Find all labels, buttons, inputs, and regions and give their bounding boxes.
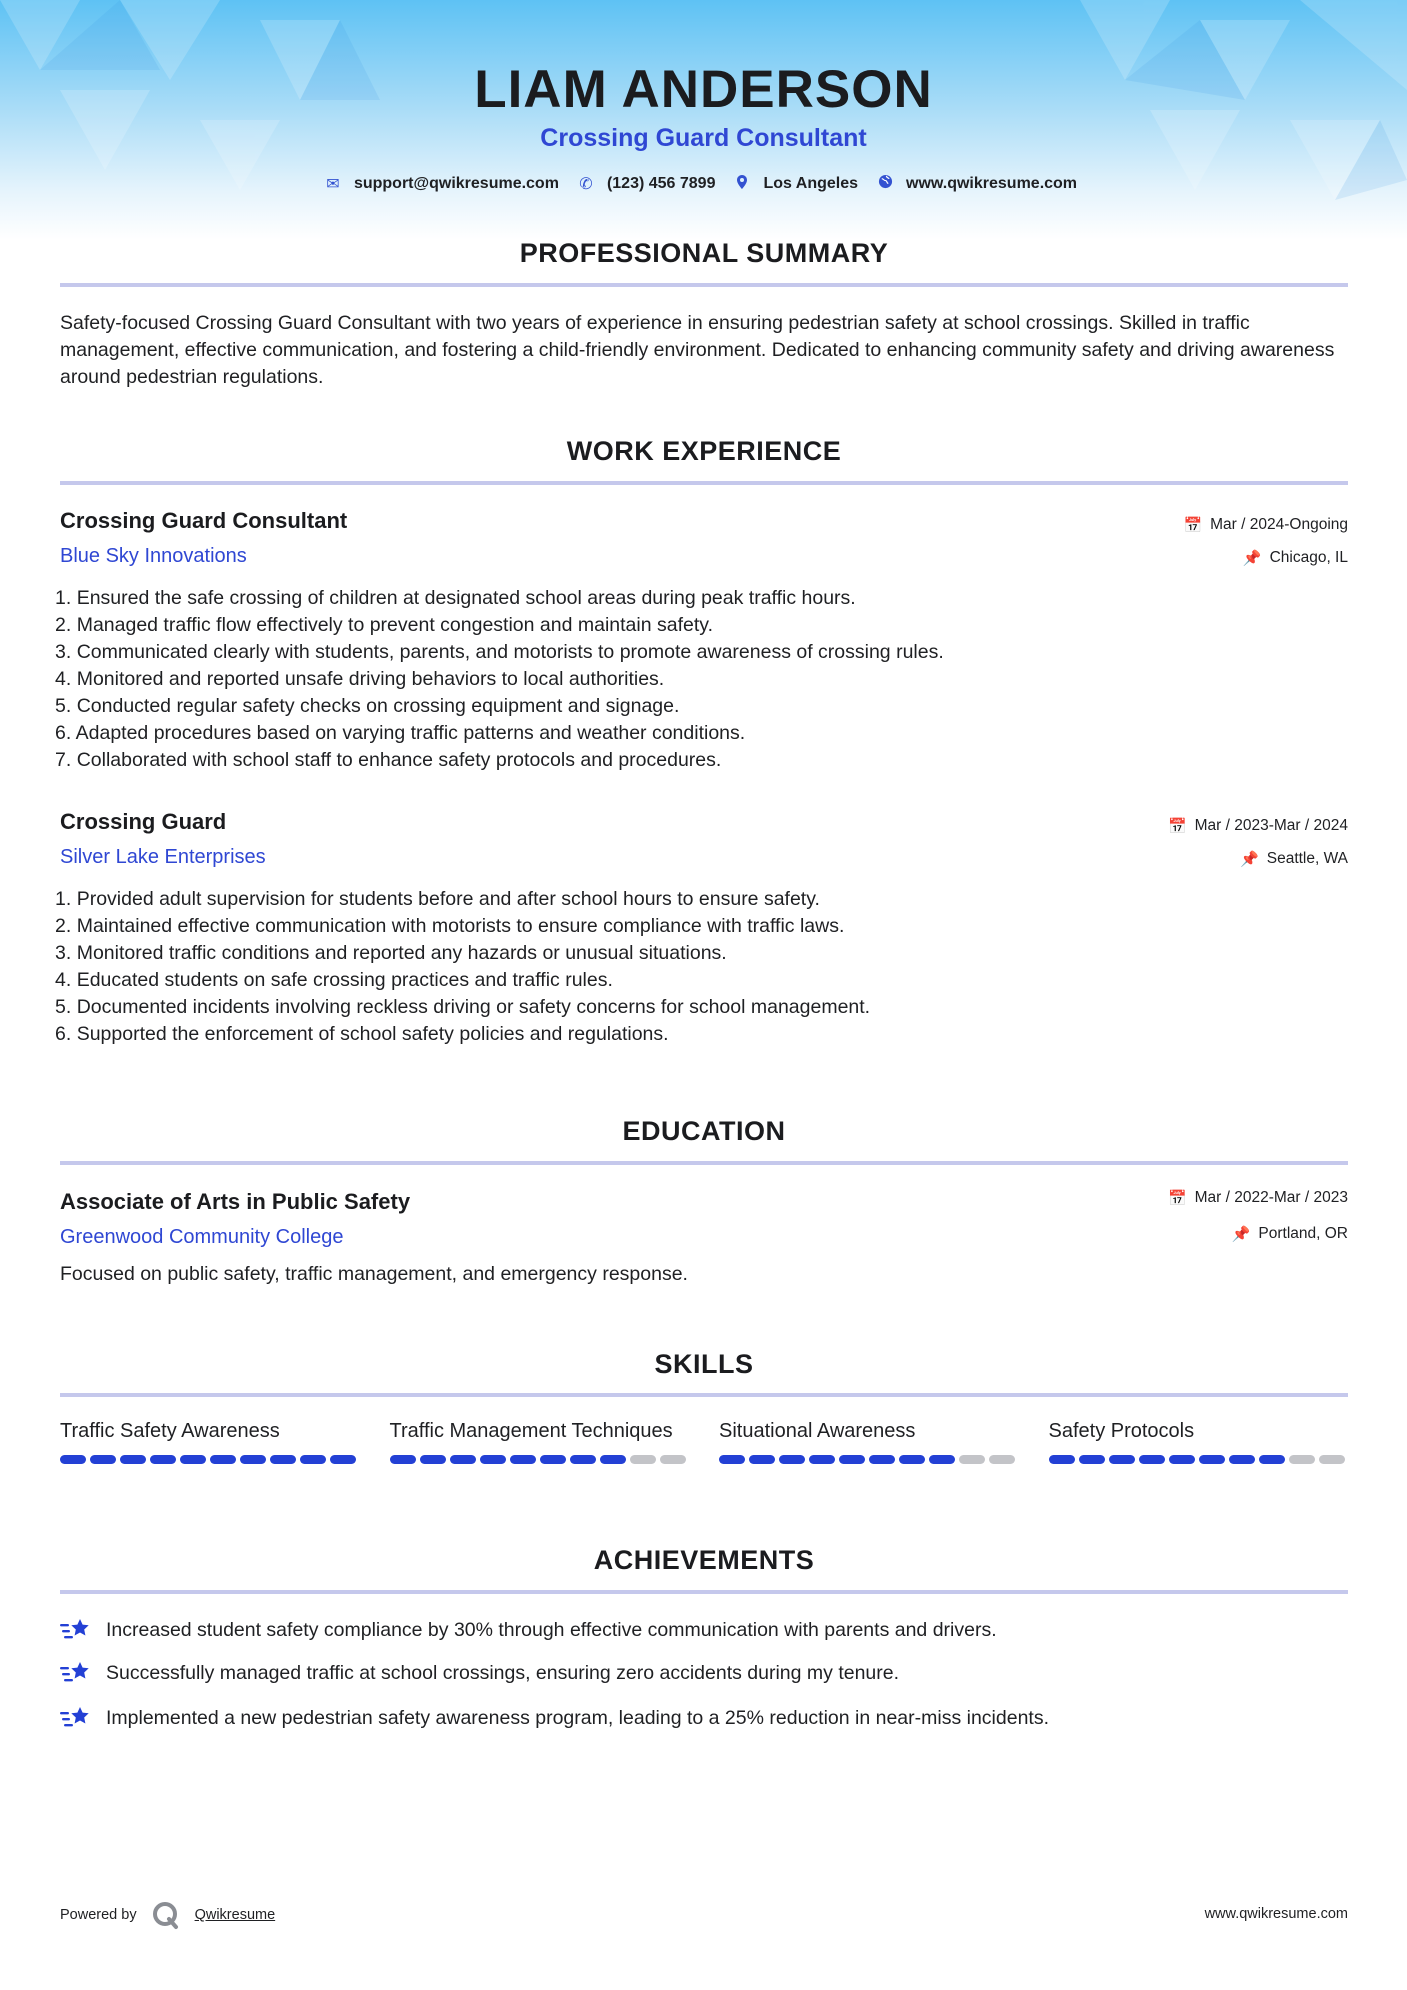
skill-segment-filled: [90, 1455, 116, 1464]
calendar-icon: 📅: [1167, 818, 1187, 835]
job-location-text: Chicago, IL: [1269, 549, 1348, 566]
job-location: [1243, 549, 1348, 567]
skill-segment-empty: [630, 1455, 656, 1464]
resume-header: [0, 58, 1407, 194]
skill-item: [390, 1418, 690, 1464]
job-dates: [1183, 516, 1348, 534]
contact-email-text: support@qwikresume.com: [353, 175, 559, 192]
job-company: Blue Sky Innovations: [60, 545, 247, 567]
skill-segment-filled: [480, 1455, 506, 1464]
job-title: Crossing Guard Consultant: [60, 508, 348, 533]
qwikresume-link[interactable]: Qwikresume: [194, 1907, 276, 1923]
list-item: Communicated clearly with students, parents, and motorists to promote awareness of crossing rules.: [76, 641, 944, 663]
experience-heading: WORK EXPERIENCE: [566, 436, 842, 466]
skill-item: [60, 1418, 360, 1464]
list-item: Conducted regular safety checks on crossing equipment and signage.: [76, 695, 680, 717]
list-item: Ensured the safe crossing of children at designated school areas during peak traffic hours.: [76, 587, 856, 609]
achievements-divider: [60, 1590, 1348, 1594]
skill-segment-empty: [1289, 1455, 1315, 1464]
calendar-icon: 📅: [1167, 1190, 1187, 1207]
job-company: Silver Lake Enterprises: [60, 846, 266, 868]
skill-segment-filled: [1229, 1455, 1255, 1464]
job-bullets: [55, 886, 1348, 1048]
skills-divider: [60, 1393, 1348, 1397]
footer-website[interactable]: www.qwikresume.com: [1204, 1906, 1348, 1922]
skill-segment-filled: [240, 1455, 266, 1464]
skill-segment-filled: [420, 1455, 446, 1464]
achievement-text: Implemented a new pedestrian safety awareness program, leading to a 25% reduction in near-miss incidents.: [106, 1706, 1050, 1729]
contact-website-text: www.qwikresume.com: [906, 175, 1078, 192]
skill-segment-filled: [809, 1455, 835, 1464]
skills-heading: SKILLS: [654, 1349, 754, 1379]
education-dates: [1168, 1189, 1348, 1207]
skill-segment-filled: [540, 1455, 566, 1464]
skill-segment-filled: [150, 1455, 176, 1464]
contact-location-text: Los Angeles: [763, 175, 859, 192]
achievement-item: [60, 1659, 899, 1687]
skill-segment-filled: [300, 1455, 326, 1464]
skills-grid: [60, 1418, 1348, 1464]
contact-website[interactable]: [876, 174, 1077, 194]
skill-name: Safety Protocols: [1048, 1420, 1195, 1442]
education-heading: EDUCATION: [622, 1116, 786, 1146]
skill-segment-filled: [600, 1455, 626, 1464]
skill-segment-filled: [120, 1455, 146, 1464]
skill-segment-filled: [1199, 1455, 1225, 1464]
shooting-star-icon: [60, 1616, 92, 1644]
education-location-text: Portland, OR: [1258, 1225, 1348, 1242]
skill-rating-bar: [719, 1455, 1019, 1464]
job-location-text: Seattle, WA: [1266, 850, 1348, 867]
skill-name: Traffic Safety Awareness: [60, 1420, 280, 1442]
calendar-icon: 📅: [1183, 517, 1203, 534]
education-description: Focused on public safety, traffic management, and emergency response.: [60, 1263, 688, 1285]
job-dates-text: Mar / 2024-Ongoing: [1210, 516, 1348, 533]
skill-segment-filled: [60, 1455, 86, 1464]
contact-phone-text: (123) 456 7899: [606, 175, 716, 192]
candidate-role: Crossing Guard Consultant: [540, 124, 867, 152]
skill-name: Traffic Management Techniques: [389, 1420, 673, 1442]
job-bullets: [55, 585, 1348, 774]
summary-heading: PROFESSIONAL SUMMARY: [519, 238, 889, 268]
skill-segment-filled: [1169, 1455, 1195, 1464]
skill-segment-filled: [839, 1455, 865, 1464]
list-item: Managed traffic flow effectively to prevent congestion and maintain safety.: [76, 614, 713, 636]
achievement-text: Increased student safety compliance by 30% through effective communication with parents and drivers.: [106, 1618, 997, 1641]
skill-segment-filled: [1049, 1455, 1075, 1464]
shooting-star-icon: [60, 1659, 92, 1687]
skill-rating-bar: [1049, 1455, 1349, 1464]
skill-rating-bar: [390, 1455, 690, 1464]
powered-by-label: Powered by: [60, 1907, 137, 1923]
contact-phone[interactable]: [577, 174, 716, 194]
education-divider: [60, 1161, 1348, 1165]
contact-email[interactable]: [324, 174, 559, 194]
school-name: Greenwood Community College: [60, 1226, 344, 1248]
pushpin-icon: 📌: [1231, 1226, 1251, 1243]
skill-segment-filled: [1139, 1455, 1165, 1464]
shooting-star-icon: [60, 1704, 92, 1732]
map-pin-icon: [733, 175, 751, 194]
skill-segment-filled: [929, 1455, 955, 1464]
job-dates-text: Mar / 2023-Mar / 2024: [1194, 817, 1348, 834]
globe-icon: [876, 174, 894, 194]
job-dates: [1168, 817, 1348, 835]
experience-divider: [60, 481, 1348, 485]
list-item: Monitored traffic conditions and reported any hazards or unusual situations.: [76, 942, 727, 964]
skill-segment-filled: [270, 1455, 296, 1464]
skill-segment-filled: [390, 1455, 416, 1464]
skill-segment-filled: [779, 1455, 805, 1464]
skill-segment-filled: [719, 1455, 745, 1464]
contact-bar: [0, 174, 1407, 194]
achievement-text: Successfully managed traffic at school crossings, ensuring zero accidents during my tenure.: [106, 1661, 900, 1684]
skill-segment-filled: [510, 1455, 536, 1464]
phone-icon: ✆: [579, 176, 593, 193]
achievements-heading: ACHIEVEMENTS: [593, 1545, 815, 1575]
skill-segment-filled: [749, 1455, 775, 1464]
skill-segment-filled: [1079, 1455, 1105, 1464]
list-item: Supported the enforcement of school safety policies and regulations.: [76, 1023, 669, 1045]
candidate-name: LIAM ANDERSON: [474, 60, 933, 119]
skill-segment-empty: [660, 1455, 686, 1464]
skill-segment-filled: [450, 1455, 476, 1464]
skill-item: [719, 1418, 1019, 1464]
skill-segment-filled: [570, 1455, 596, 1464]
skill-item: [1049, 1418, 1349, 1464]
achievement-item: [60, 1704, 1049, 1732]
skill-segment-empty: [959, 1455, 985, 1464]
job-location: [1240, 850, 1348, 868]
list-item: Collaborated with school staff to enhance safety protocols and procedures.: [76, 749, 722, 771]
skill-segment-filled: [899, 1455, 925, 1464]
skill-rating-bar: [60, 1455, 360, 1464]
pushpin-icon: 📌: [1240, 851, 1259, 868]
skill-segment-empty: [989, 1455, 1015, 1464]
list-item: Documented incidents involving reckless driving or safety concerns for school management.: [76, 996, 871, 1018]
skill-segment-filled: [330, 1455, 356, 1464]
pushpin-icon: 📌: [1242, 550, 1262, 567]
degree-title: Associate of Arts in Public Safety: [60, 1189, 411, 1214]
qwikresume-logo-icon: [151, 1900, 181, 1930]
skill-segment-empty: [1319, 1455, 1345, 1464]
summary-divider: [60, 283, 1348, 287]
contact-location: [733, 175, 858, 194]
envelope-icon: ✉: [326, 176, 340, 193]
education-location: [1232, 1225, 1348, 1243]
skill-segment-filled: [210, 1455, 236, 1464]
list-item: Monitored and reported unsafe driving behaviors to local authorities.: [76, 668, 665, 690]
list-item: Maintained effective communication with motorists to ensure compliance with traffic laws.: [76, 915, 845, 937]
skill-segment-filled: [1259, 1455, 1285, 1464]
footer-powered-by: [60, 1900, 275, 1930]
skill-segment-filled: [869, 1455, 895, 1464]
summary-text: Safety-focused Crossing Guard Consultant with two years of experience in ensuring pedestrian safety at school crossings. Skilled in traffic management, effective communication, and fostering a child-friendly environment. Dedicated to enhancing community safety and driving awareness around pedestrian regulations.: [60, 312, 1335, 388]
skill-segment-filled: [1109, 1455, 1135, 1464]
education-dates-text: Mar / 2022-Mar / 2023: [1194, 1189, 1348, 1206]
skill-name: Situational Awareness: [719, 1420, 916, 1442]
skill-segment-filled: [180, 1455, 206, 1464]
list-item: Educated students on safe crossing practices and traffic rules.: [76, 969, 613, 991]
job-title: Crossing Guard: [60, 809, 227, 834]
achievement-item: [60, 1616, 997, 1644]
list-item: Provided adult supervision for students before and after school hours to ensure safety.: [76, 888, 820, 910]
list-item: Adapted procedures based on varying traffic patterns and weather conditions.: [75, 722, 746, 744]
